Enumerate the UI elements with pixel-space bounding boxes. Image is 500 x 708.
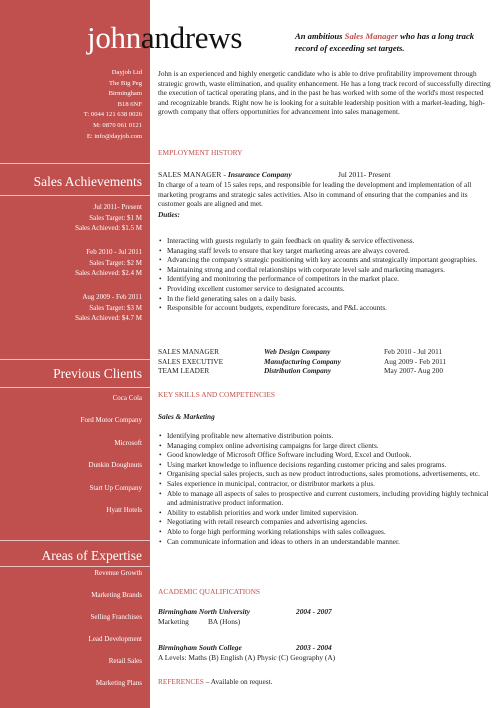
tagline: [295, 31, 495, 54]
duties-list: [158, 236, 493, 313]
list-item: • Identifying and monitoring the performance of competitors in the market place.: [158, 274, 493, 284]
achievement-target: Sales Target: $1 M: [89, 213, 142, 222]
list-item: • Able to forge high performing working relationships with sales colleagues.: [158, 527, 493, 537]
list-item: • Can communicate information and ideas to others in an understandable manner.: [158, 537, 493, 547]
job-dates: Feb 2010 - Jul 2011: [384, 347, 443, 356]
references-heading: REFERENCES: [158, 677, 204, 686]
job-company: Manufacturing Company: [264, 356, 341, 366]
sidebar-divider: [0, 540, 150, 541]
skills-subheading: Sales & Marketing: [158, 412, 215, 421]
education-heading: ACADEMIC QUALIFICATIONS: [158, 587, 261, 596]
list-item: • Managing complex online advertising campaigns for large direct clients.: [158, 441, 493, 451]
list-item: • Advancing the company's strategic positioning with key accounts and strategically important geographies.: [158, 255, 493, 265]
expertise-item: Marketing Plans: [95, 679, 142, 687]
contact-street: The Big Peg: [109, 79, 142, 87]
contact-postcode: B18 6NF: [117, 100, 142, 108]
list-item: • Providing excellent customer service to designated accounts.: [158, 284, 493, 294]
table-row: [158, 357, 493, 367]
sidebar-divider: [0, 566, 150, 567]
achievement-target: Sales Target: $3 M: [89, 303, 142, 312]
list-item: • Interacting with guests regularly to gain feedback on quality & service effectiveness.: [158, 236, 493, 246]
achievement-actual: Sales Achieved: $2.4 M: [75, 269, 142, 277]
sidebar-divider: [0, 195, 150, 196]
duties-label: Duties:: [158, 210, 180, 219]
references-text: – Available on request.: [203, 677, 273, 686]
achievement-actual: Sales Achieved: $1.5 M: [75, 224, 142, 232]
achievements-heading: Sales Achievements: [33, 174, 142, 189]
list-item: • Using market knowledge to influence decisions regarding customer pricing and sales programs.: [158, 460, 493, 470]
achievement-actual: Sales Achieved: $4.7 M: [75, 314, 142, 322]
sidebar-divider: [0, 163, 150, 164]
achievement-group: [0, 292, 142, 324]
list-item: • Organising special sales projects, such as new product introductions, sales promotions, advertisements, etc.: [158, 469, 493, 479]
job-company: Web Design Company: [264, 347, 331, 356]
school-award: BA (Hons): [208, 617, 241, 626]
contact-telephone: T: 0044 121 638 0026: [83, 111, 142, 119]
last-name: andrews: [140, 20, 243, 55]
achievement-group: [0, 202, 142, 234]
expertise-heading: Areas of Expertise: [41, 548, 142, 563]
client-item: Dunkin Doughnuts: [88, 461, 142, 469]
list-item: • Negotiating with retail research companies and advertising agencies.: [158, 517, 493, 527]
list-item: • Managing staff levels to ensure that key target marketing areas are always covered.: [158, 246, 493, 256]
list-item: • Sales experience in municipal, contractor, or distributor markets a plus.: [158, 479, 493, 489]
tagline-prefix: An ambitious: [295, 31, 345, 41]
job-dates: Aug 2009 - Feb 2011: [384, 356, 447, 366]
expertise-item: Lead Development: [88, 635, 142, 643]
list-item: • In the field generating sales on a daily basis.: [158, 294, 493, 304]
sidebar: [0, 0, 150, 708]
list-item: • Ability to establish priorities and work under limited supervision.: [158, 508, 493, 518]
contact-mobile: M: 0870 061 0121: [93, 121, 142, 129]
client-item: Hyatt Hotels: [106, 506, 142, 514]
table-row: [158, 347, 493, 357]
expertise-item: Marketing Brands: [91, 591, 142, 599]
current-job-title: SALES MANAGER - Insurance Company: [158, 170, 292, 179]
skills-heading: KEY SKILLS AND COMPETENCIES: [158, 390, 275, 399]
client-item: Coca Cola: [112, 394, 142, 402]
expertise-item: Revenue Growth: [94, 569, 142, 577]
current-job-dates: Jul 2011- Present: [338, 170, 391, 179]
contact-block: [2, 68, 142, 142]
profile-summary: John is an experienced and highly energetic candidate who is able to drive profitability improvement through strategic growth, waste elimination, and quality enhancement. He has a long track record of successfully directing the execution of tactical operating plans, and in the past he has worked with some of the world's most respected and recognizable brands. Right now he is looking for a suitable leadership position with a market-leading, high-growth company that offers opportunities for advancement into sales management.: [158, 69, 491, 117]
client-item: Start Up Company: [89, 484, 142, 492]
contact-email[interactable]: E: info@dayjob.com: [86, 132, 142, 140]
sidebar-divider: [0, 359, 150, 360]
tagline-role: Sales Manager: [344, 31, 398, 41]
school-subject: A Levels: Maths (B) English (A) Physic (C) Geography (A): [158, 653, 336, 662]
achievement-target: Sales Target: $2 M: [89, 258, 142, 267]
table-row: [158, 366, 493, 376]
achievement-period: Aug 2009 - Feb 2011: [82, 293, 142, 301]
sidebar-divider: [0, 387, 150, 388]
contact-company: Dayjob Ltd: [111, 69, 142, 76]
current-job-company: Insurance Company: [227, 170, 292, 179]
job-title: SALES EXECUTIVE: [158, 356, 224, 366]
school-name: Birmingham South College: [158, 643, 242, 652]
contact-city: Birmingham: [108, 90, 142, 98]
achievement-group: [0, 247, 142, 279]
achievement-period: Jul 2011- Present: [93, 203, 142, 211]
current-job-description: In charge of a team of 15 sales reps, and responsible for leading the development and implementation of all marketing programs and strategic sales activities. Also in command of ensuring that the companies and its customer goals are aligned and met.: [158, 180, 472, 209]
tagline-suffix: who has a long track record of exceeding set targets.: [295, 31, 475, 53]
employment-heading: EMPLOYMENT HISTORY: [158, 148, 243, 157]
list-item: • Responsible for account budgets, expenditure forecasts, and P&L accounts.: [158, 303, 493, 313]
first-name: john: [87, 20, 141, 55]
school-name: Birmingham North University: [158, 607, 250, 616]
references-line: [158, 677, 493, 687]
job-title: TEAM LEADER: [158, 366, 210, 376]
list-item: • Able to manage all aspects of sales to prospective and current customers, including providing highly technical and administrative product information.: [158, 489, 493, 508]
skills-list: [158, 431, 493, 546]
school-years: 2003 - 2004: [296, 643, 332, 652]
list-item: • Good knowledge of Microsoft Office Software including Word, Excel and Outlook.: [158, 450, 493, 460]
previous-jobs-table: [158, 347, 493, 376]
expertise-item: Selling Franchises: [90, 613, 142, 621]
list-item: • Identifying profitable new alternative distribution points.: [158, 431, 493, 441]
clients-heading: Previous Clients: [53, 366, 142, 381]
client-item: Microsoft: [114, 439, 142, 447]
school-years: 2004 - 2007: [296, 607, 332, 616]
expertise-item: Retail Sales: [108, 657, 142, 665]
school-subject: Marketing: [158, 617, 189, 626]
candidate-name: [87, 20, 242, 56]
job-title: SALES MANAGER: [158, 347, 220, 356]
list-item: • Maintaining strong and cordial relationships with corporate level sale and marketing managers.: [158, 265, 493, 275]
achievement-period: Feb 2010 - Jul 2011: [86, 248, 142, 256]
client-item: Ford Motor Company: [80, 416, 142, 424]
job-dates: May 2007- Aug 200: [384, 366, 443, 376]
job-company: Distribution Company: [264, 366, 332, 376]
